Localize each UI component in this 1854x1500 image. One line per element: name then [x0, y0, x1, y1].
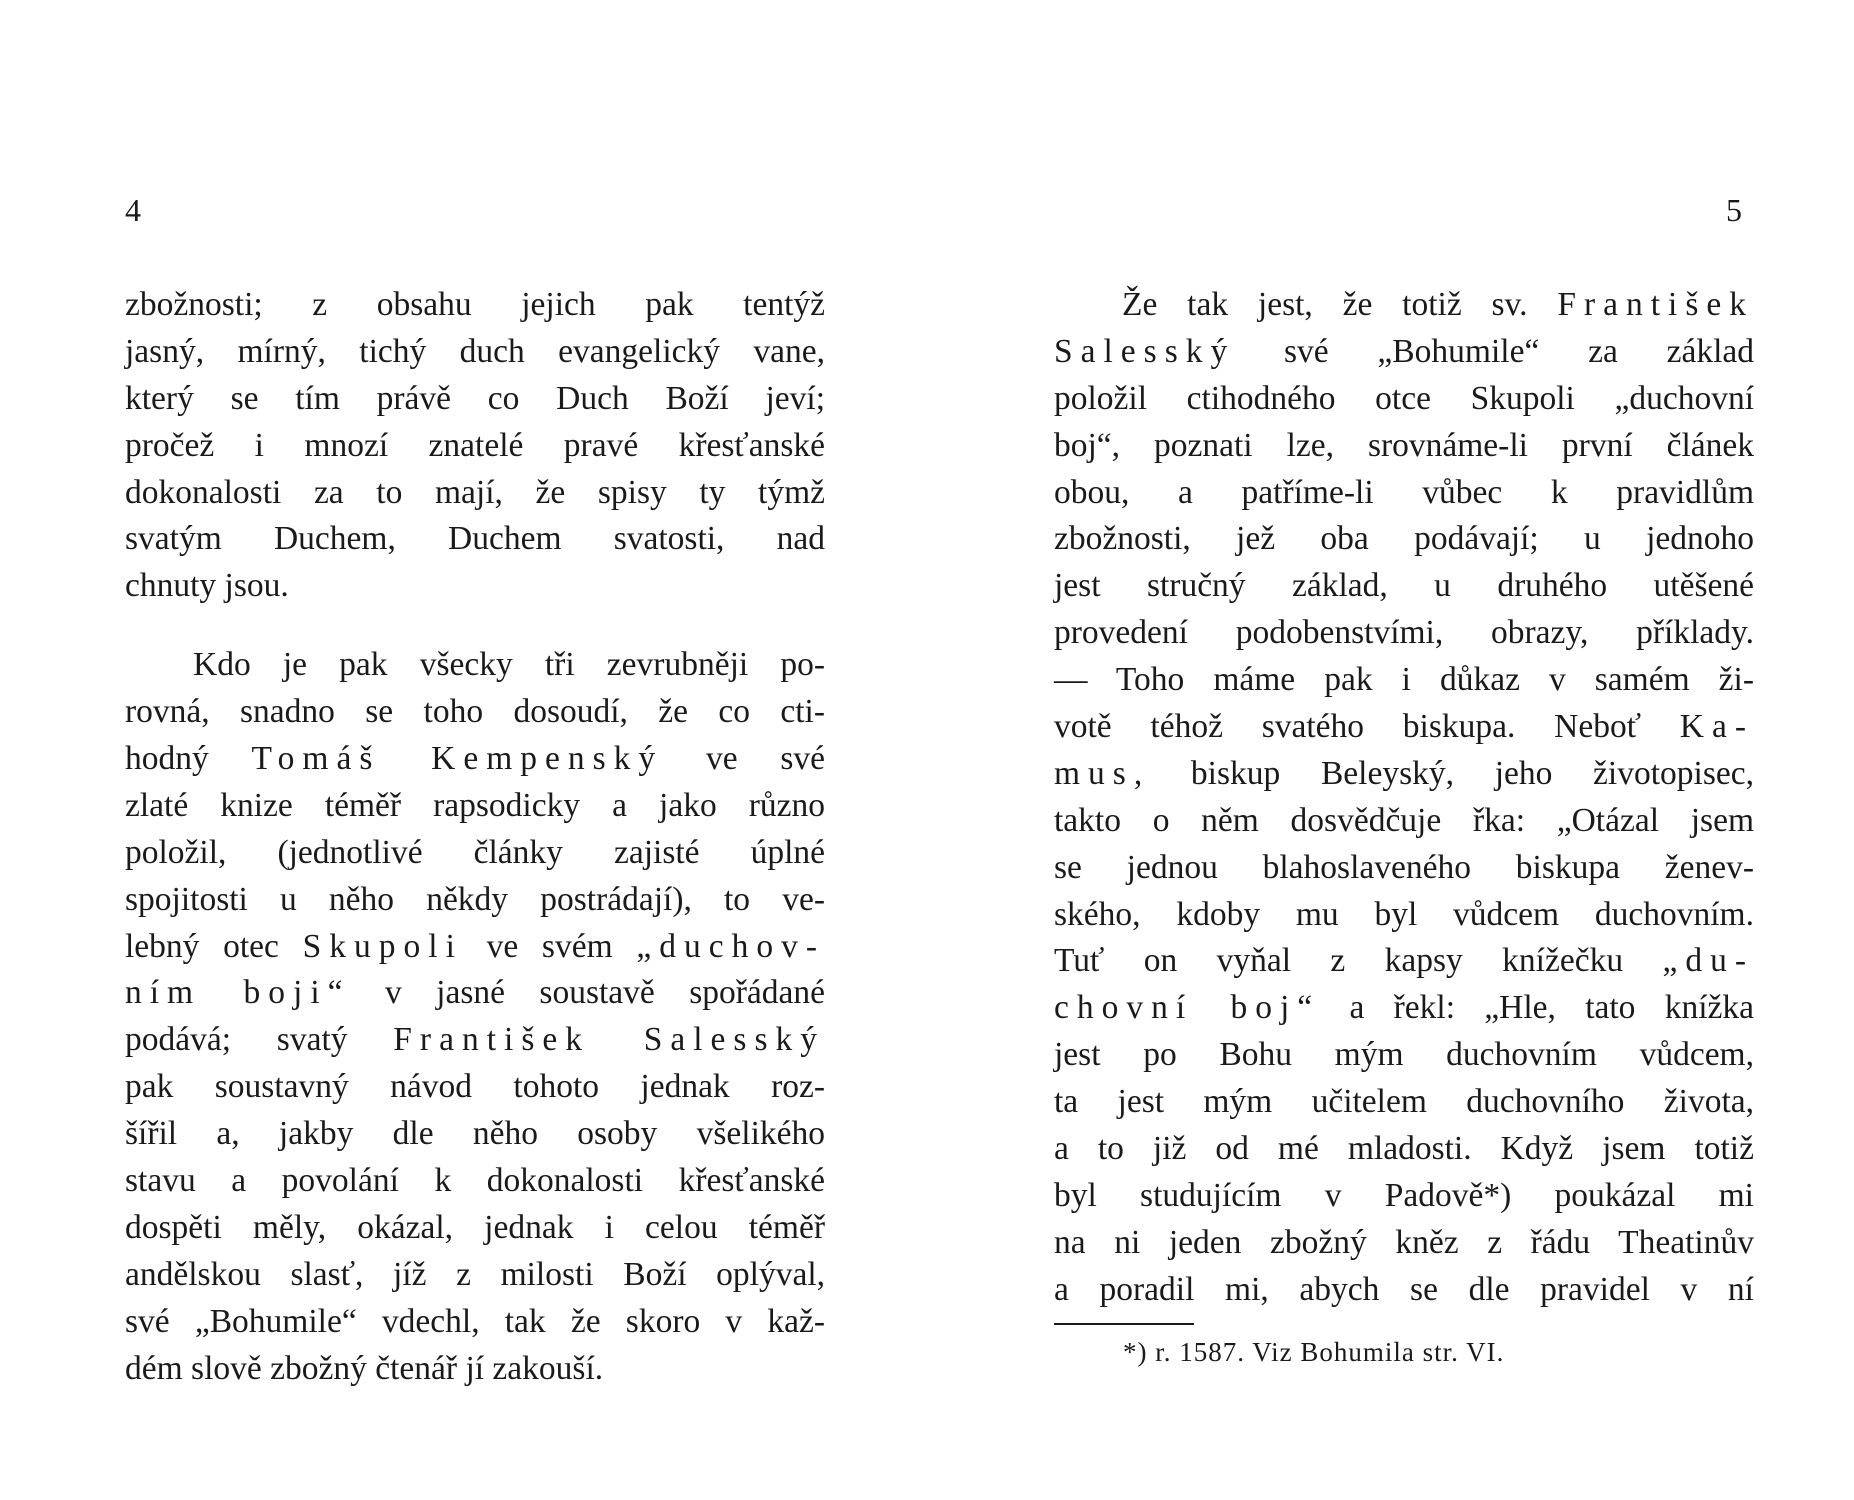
- text-line: obou, a patříme-li vůbec k pravidlům: [1054, 473, 1754, 511]
- text-line: takto o něm dosvědčuje řka: „Otázal jsem: [1054, 801, 1754, 839]
- text-line: a poradil mi, abych se dle pravidel v ní: [1054, 1270, 1754, 1308]
- text-line: ského, kdoby mu byl vůdcem duchovním.: [1054, 895, 1754, 933]
- text-line: andělskou slasť, jíž z milosti Boží oplýval,: [125, 1255, 825, 1293]
- text-line: zbožnosti, jež oba podávají; u jednoho: [1054, 520, 1754, 558]
- title-spaced: „duchov-: [636, 927, 825, 965]
- text-line: chnuty jsou.: [125, 567, 289, 605]
- text-line: šířil a, jakby dle něho osoby všelikého: [125, 1115, 825, 1153]
- text-line: svatým Duchem, Duchem svatosti, nad: [125, 520, 825, 558]
- text-fragment: ve své: [705, 740, 826, 778]
- text-fragment: v jasné soustavě spořádané: [384, 974, 825, 1012]
- text-line: se jednou blahoslaveného biskupa ženev-: [1054, 848, 1754, 886]
- text-line: [125, 736, 825, 783]
- text-line: [125, 1017, 825, 1064]
- text-line: jasný, mírný, tichý duch evangelický vane,: [125, 332, 825, 370]
- text-line: [1054, 282, 1754, 329]
- text-line: jest stručný základ, u druhého utěšené: [1054, 567, 1754, 605]
- text-line: pak soustavný návod tohoto jednak roz-: [125, 1068, 825, 1106]
- right-page: [927, 0, 1854, 1500]
- text-line: a to již od mé mladosti. Když jsem totiž: [1054, 1130, 1754, 1168]
- paragraph-2: [125, 642, 825, 1392]
- text-line: [1054, 985, 1754, 1032]
- text-line: stavu a povolání k dokonalosti křesťanské: [125, 1162, 825, 1200]
- left-page-text: [125, 282, 825, 1392]
- text-line: pročež i mnozí znatelé pravé křesťanské: [125, 426, 825, 464]
- text-line: ta jest mým učitelem duchovního života,: [1054, 1083, 1754, 1121]
- text-line: své „Bohumile“ vdechl, tak že skoro v kaž-: [125, 1302, 825, 1340]
- page-number-left: 4: [125, 192, 141, 228]
- text-line: — Toho máme pak i důkaz v samém ži-: [1054, 661, 1754, 699]
- text-fragment: votě téhož svatého biskupa. Neboť: [1054, 708, 1642, 746]
- text-fragment: biskup Beleyský, jeho životopisec,: [1190, 754, 1754, 792]
- name-spaced: mus,: [1054, 754, 1151, 792]
- page-number-right: 5: [1726, 192, 1742, 228]
- text-line: [1054, 704, 1754, 751]
- text-line: zbožnosti; z obsahu jejich pak tentýž: [125, 286, 825, 323]
- text-line: [1054, 751, 1754, 798]
- text-fragment: Kdo je pak všecky tři zevrubněji po-: [193, 646, 825, 684]
- text-line: [1054, 938, 1754, 985]
- text-line: dospěti měly, okázal, jednak i celou téměř: [125, 1208, 825, 1246]
- name-spaced: František Salesský: [393, 1021, 825, 1059]
- text-fragment: hodný: [125, 740, 209, 778]
- text-fragment: své „Bohumile“ za základ: [1284, 332, 1754, 370]
- text-line: [125, 970, 825, 1017]
- right-page-text: [1054, 282, 1754, 1314]
- text-line: dokonalosti za to mají, že spisy ty týmž: [125, 473, 825, 511]
- text-line: boj“, poznati lze, srovnáme-li první článek: [1054, 426, 1754, 464]
- footnote-rule: [1054, 1323, 1194, 1325]
- text-line: položil, (jednotlivé články zajisté úplné: [125, 833, 825, 871]
- text-fragment: lebný otec: [125, 927, 279, 965]
- title-spaced: chovní boj“: [1054, 989, 1321, 1027]
- text-line: dém slově zbožný čtenář jí zakouší.: [125, 1349, 604, 1387]
- name-spaced: Salesský: [1054, 332, 1236, 370]
- name-spaced: Ka-: [1679, 708, 1754, 746]
- text-line: provedení podobenstvími, obrazy, příklady.: [1054, 614, 1754, 652]
- text-line: jest po Bohu mým duchovním vůdcem,: [1054, 1036, 1754, 1074]
- text-line: spojitosti u něho někdy postrádají), to ve-: [125, 880, 825, 918]
- text-fragment: ve svém: [486, 927, 613, 965]
- text-line: zlaté knize téměř rapsodicky a jako různo: [125, 786, 825, 824]
- text-line: [125, 642, 825, 689]
- name-spaced: František: [1557, 286, 1755, 323]
- text-fragment: podává; svatý: [125, 1021, 348, 1059]
- name-spaced: Tomáš Kempenský: [251, 740, 664, 778]
- text-fragment: a řekl: „Hle, tato knížka: [1349, 989, 1755, 1027]
- footnote: *) r. 1587. Viz Bohumila str. VI.: [1123, 1337, 1505, 1367]
- text-line: byl studujícím v Padově*) poukázal mi: [1054, 1176, 1754, 1214]
- title-spaced: „du-: [1662, 942, 1754, 980]
- paragraph-gap: [125, 610, 825, 642]
- paragraph-1: [125, 282, 825, 610]
- text-line: položil ctihodného otce Skupoli „duchovní: [1054, 379, 1754, 417]
- text-fragment: Že tak jest, že totiž sv.: [1122, 286, 1528, 323]
- title-spaced: ním boji“: [125, 974, 351, 1012]
- text-line: který se tím právě co Duch Boží jeví;: [125, 379, 825, 417]
- text-fragment: Tuť on vyňal z kapsy knížečku: [1054, 942, 1624, 980]
- text-line: rovná, snadno se toho dosoudí, že co cti-: [125, 693, 825, 731]
- text-line: [125, 924, 825, 971]
- name-spaced: Skupoli: [302, 927, 463, 965]
- text-line: na ni jeden zbožný kněz z řádu Theatinův: [1054, 1223, 1754, 1261]
- text-line: [1054, 329, 1754, 376]
